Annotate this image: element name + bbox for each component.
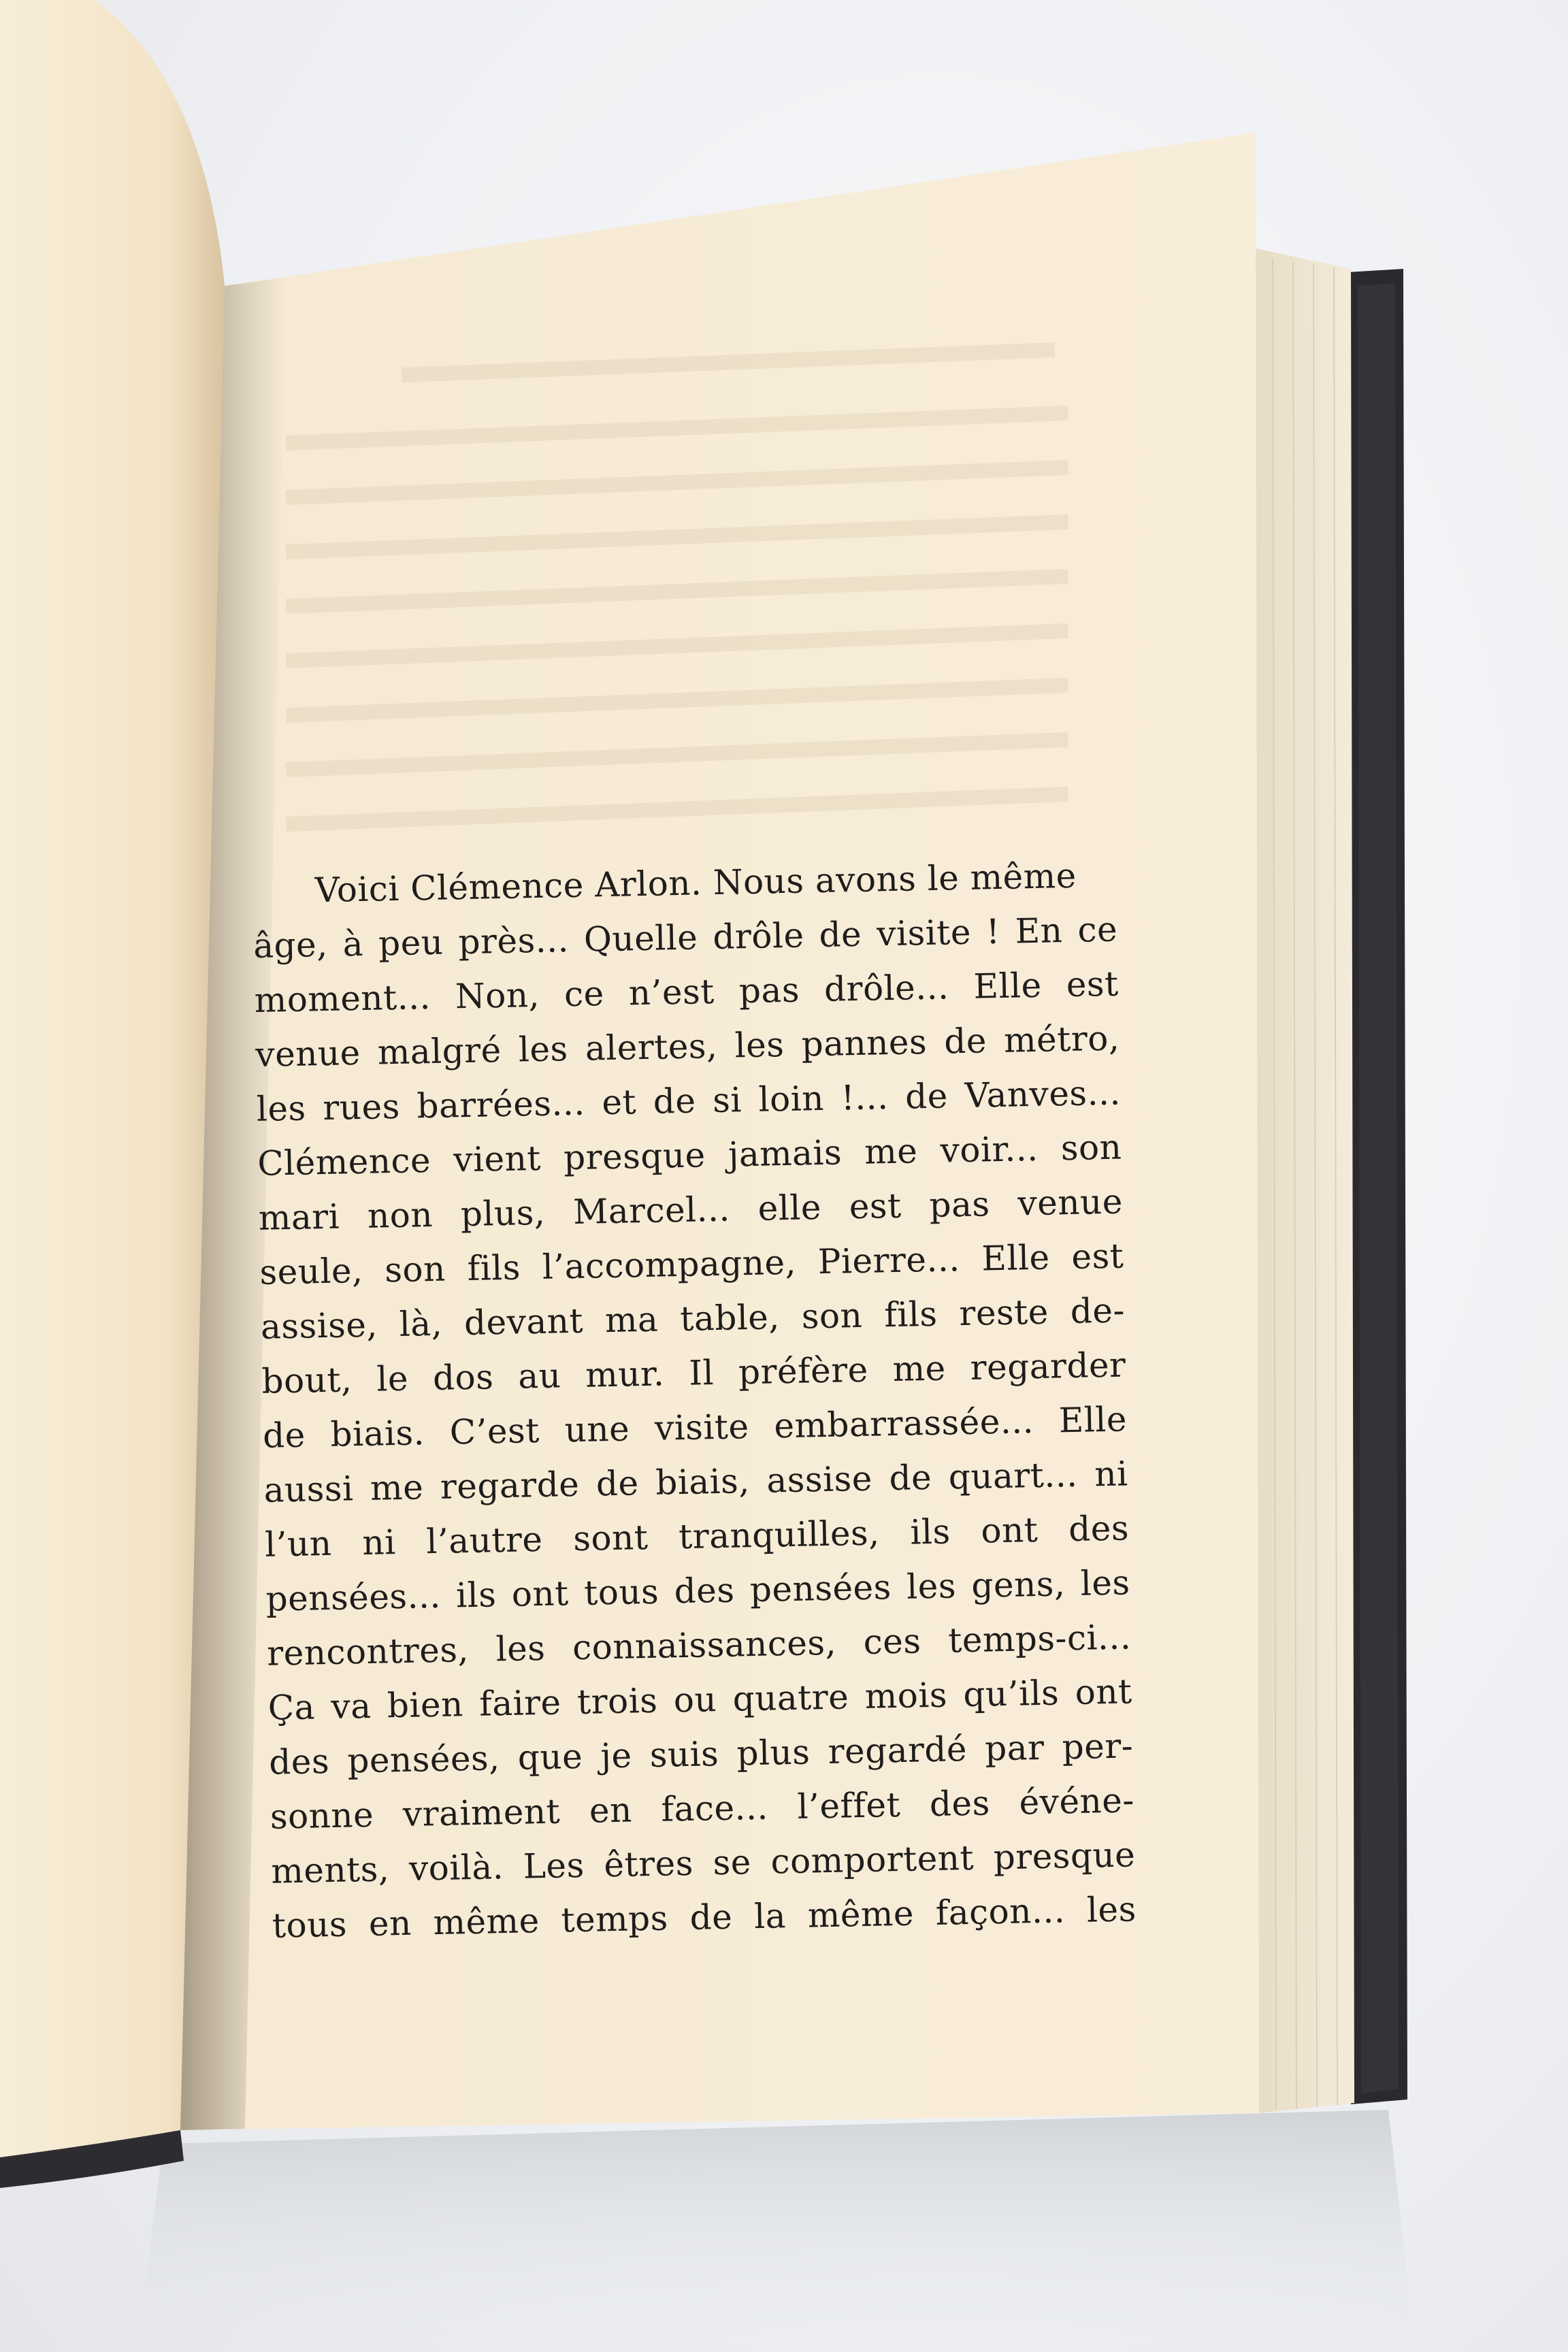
paragraph-line: des pensées, que je suis plus regardé par per-	[268, 1726, 1134, 1782]
paragraph-line: de biais. C’est une visite embarrassée... Elle	[262, 1399, 1128, 1456]
paragraph-line: âge, à peu près... Quelle drôle de visite ! En ce	[252, 909, 1118, 966]
page-paragraph	[252, 848, 1137, 1953]
paragraph-line: tous en même temps de la même façon... les	[272, 1889, 1137, 1946]
paragraph-line: Ça va bien faire trois ou quatre mois qu’ils ont	[267, 1671, 1133, 1728]
page-edges	[1256, 248, 1354, 2113]
paragraph-line: rencontres, les connaissances, ces temps-ci...	[266, 1617, 1132, 1673]
paragraph-line: sonne vraiment en face... l’effet des événe-	[270, 1780, 1135, 1837]
paragraph-line: venue malgré les alertes, les pannes de métro,	[255, 1018, 1120, 1075]
paragraph-line: les rues barrées... et de si loin !... de Vanves...	[256, 1073, 1122, 1129]
paragraph-line: seule, son fils l’accompagne, Pierre... Elle est	[259, 1236, 1124, 1292]
paragraph-line: assise, là, devant ma table, son fils reste de-	[260, 1290, 1126, 1347]
paragraph-line: mari non plus, Marcel... elle est pas venue	[258, 1181, 1124, 1238]
paragraph-line: ments, voilà. Les êtres se comportent presque	[270, 1835, 1136, 1891]
paragraph-line: l’un ni l’autre sont tranquilles, ils ont des	[264, 1508, 1130, 1565]
paragraph-line: Voici Clémence Arlon. Nous avons le même	[314, 855, 1077, 911]
paragraph-line: bout, le dos au mur. Il préfère me regarder	[261, 1345, 1126, 1401]
paragraph-line: pensées... ils ont tous des pensées les gens, les	[265, 1563, 1131, 1619]
paragraph-line: aussi me regarde de biais, assise de quart... ni	[263, 1454, 1128, 1510]
paragraph-line: Clémence vient presque jamais me voir... son	[257, 1127, 1122, 1183]
paragraph-line: moment... Non, ce n’est pas drôle... Elle est	[254, 964, 1120, 1020]
table-reflection	[136, 2110, 1416, 2352]
